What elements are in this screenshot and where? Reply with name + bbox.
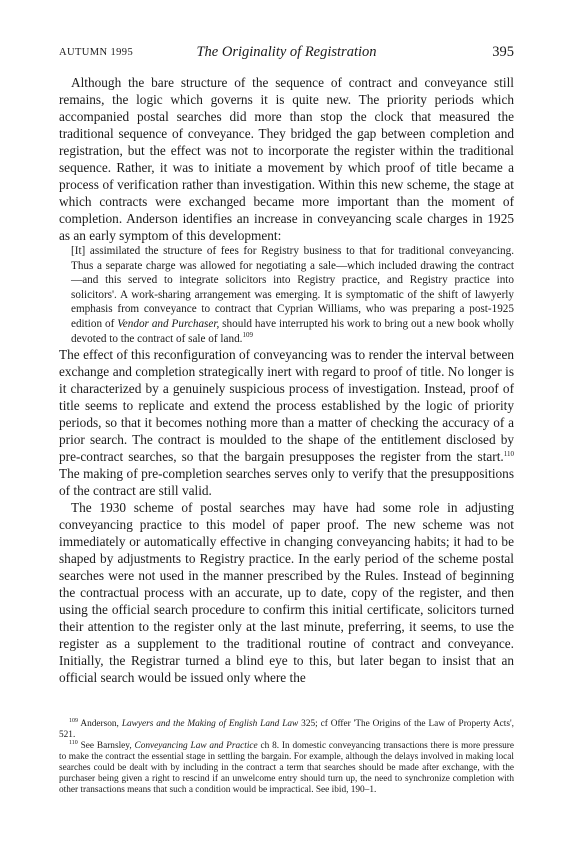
paragraph-2 bbox=[59, 346, 514, 499]
footnote-book-title: Conveyancing Law and Practice bbox=[134, 741, 258, 751]
footnote-110 bbox=[59, 741, 514, 796]
footnote-text: ch 8. In domestic conveyancing transactions there is more pressure to make the contract the essential stage in settling the bargain. For example, although the delays involved in making local searches could be dealt with by including in the contract a term that searches should be made after exchange, with the purchaser being given a right to rescind if an unwelcome entry should turn up, the need to synchronize completion with other transactions means that such a condition would be impractical. See ibid, 190–1. bbox=[59, 741, 514, 795]
running-header bbox=[59, 44, 514, 68]
footnote-text: Anderson, bbox=[78, 719, 122, 729]
paragraph-3: The 1930 scheme of postal searches may have had some role in adjusting conveyancing practice to this model of paper proof. The new scheme was not immediately or automatically effective in changing conveyancing habits; it had to be shaped by adjustments to Registry practice. In the early period of the scheme postal searches were not used in the manner prescribed by the Rules. Instead of beginning the contractual process with an accurate, up to date, copy of the register, and then using the official search procedure to confirm this initial certificate, solicitors turned their attention to the register only at the last minute, preferring, it seems, to use the register as a supplement to the traditional routine of contract and conveyance. Initially, the Registrar turned a blind eye to this, but later began to insist that an official search would be issued only where the bbox=[59, 500, 514, 686]
footnotes bbox=[59, 719, 514, 796]
footnote-text: See Barnsley, bbox=[77, 741, 135, 751]
footnote-ref-110[interactable]: 110 bbox=[503, 450, 514, 459]
quote-text-b: should have interrupted his work to bring out a new book wholly devoted to the contract of sale of land. bbox=[71, 317, 514, 345]
quote-book-title: Vendor and Purchaser, bbox=[117, 317, 220, 330]
paragraph-2-text-a: The effect of this reconfiguration of conveyancing was to render the interval between exchange and completion strategically inert with regard to proof of title. No longer is it characterized by a genuinely suspicious process of investigation. Instead, proof of title seems to replicate and extend the process established by the logic of priority periods, so that it becomes nothing more than a matter of checking the accuracy of a prior search. The contract is moulded to the shape of the entitlement disclosed by pre-contract searches, so that the bargain presupposes the register from the start. bbox=[59, 347, 514, 465]
paragraph-1: Although the bare structure of the sequence of contract and conveyance still remains, the logic which governs it is quite new. The priority periods which accompanied postal searches did more than stop the clock that measured the traditional sequence of conveyance. They bridged the gap between completion and registration, but the effect was not to incorporate the register within the traditional sequence. Rather, it was to initiate a movement by which proof of title became a process of verification rather than investigation. Within this new scheme, the stage at which contracts were exchanged became more important than the moment of completion. Anderson identifies an increase in conveyancing scale charges in 1925 as an early symptom of this development: bbox=[59, 75, 514, 243]
footnote-number: 109 bbox=[69, 718, 78, 724]
footnote-text: 325; cf Offer 'The Origins of the Law of Property Acts', 521. bbox=[59, 719, 515, 740]
issue-label: AUTUMN 1995 bbox=[59, 47, 134, 58]
footnote-book-title: Lawyers and the Making of English Land Law bbox=[121, 719, 299, 729]
page bbox=[59, 44, 514, 686]
running-title: The Originality of Registration bbox=[196, 44, 377, 60]
footnote-109 bbox=[59, 719, 514, 741]
footnote-ref-109[interactable]: 109 bbox=[242, 330, 253, 339]
block-quote bbox=[71, 244, 514, 346]
footnote-number: 110 bbox=[69, 740, 78, 746]
body-text bbox=[59, 74, 514, 686]
page-number: 395 bbox=[492, 44, 514, 60]
paragraph-2-text-b: The making of pre-completion searches serves only to verify that the presuppositions of the contract are still valid. bbox=[59, 466, 514, 499]
quote-text-a: [It] assimilated the structure of fees for Registry business to that for traditional conveyancing. Thus a separate charge was allowed for negotiating a sale—which included drawing the contract—and this served to integrate solicitors into Registry practice, and Registry practice into solicitors'. A work-sharing arrangement was emerging. It is symptomatic of the shift of lawyerly emphasis from conveyance to contract that Cyprian Williams, who was preparing a post-1925 edition of bbox=[71, 245, 514, 330]
